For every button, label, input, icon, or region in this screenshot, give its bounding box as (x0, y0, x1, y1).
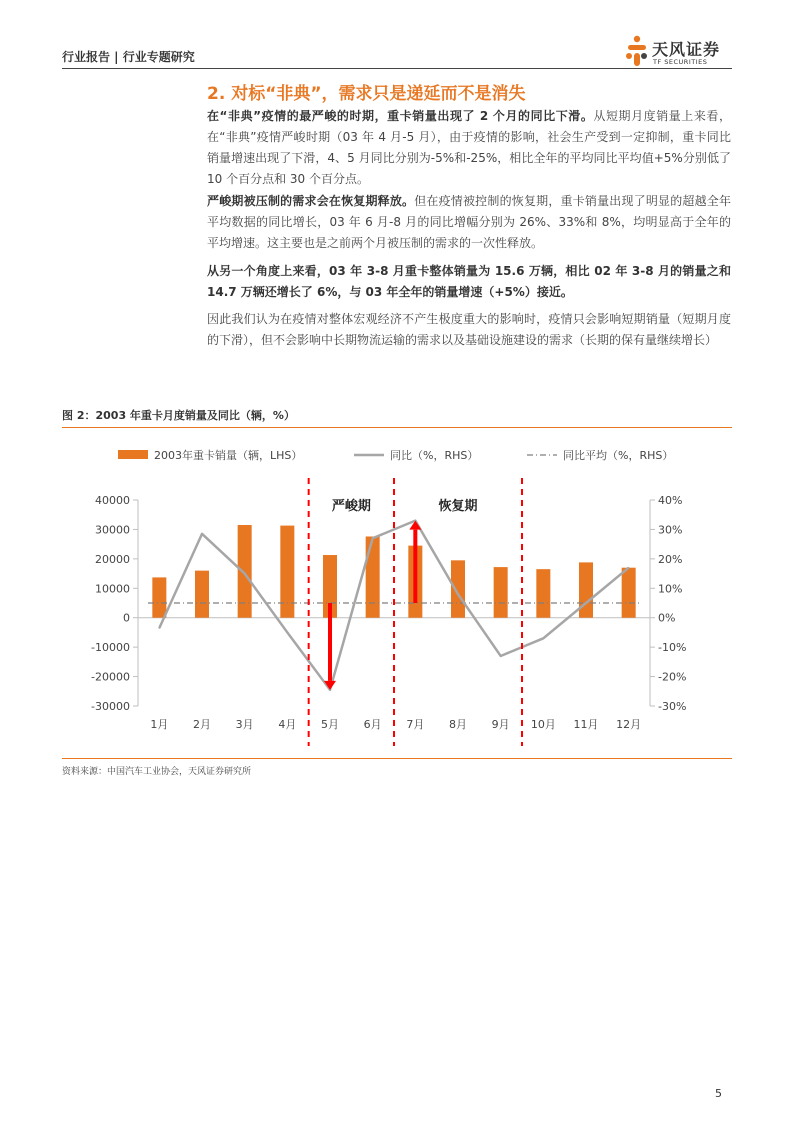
yoy-point (244, 573, 246, 575)
right-tick-label: -30% (658, 700, 687, 713)
legend-avg-label: 同比平均（%，RHS） (563, 449, 674, 462)
x-tick-label: 3月 (235, 718, 254, 731)
paragraph-2 (207, 191, 731, 254)
header-rule (62, 68, 732, 69)
logo-mark-icon (622, 34, 652, 70)
plot-area (91, 478, 686, 746)
yoy-point (543, 638, 545, 640)
sales-yoy-chart (62, 430, 732, 755)
left-tick-label: -30000 (91, 700, 130, 713)
x-tick-label: 7月 (406, 718, 425, 731)
sales-bar (366, 536, 380, 617)
left-tick-label: 30000 (95, 523, 130, 537)
sales-bar (579, 562, 593, 617)
x-tick-label: 8月 (449, 718, 467, 731)
sales-bar (195, 571, 209, 618)
sales-bar (622, 568, 636, 618)
paragraph-3 (207, 261, 731, 303)
sales-bar (152, 577, 166, 617)
x-tick-label: 5月 (321, 718, 339, 731)
yoy-point (585, 602, 587, 604)
left-tick-label: 10000 (95, 582, 130, 596)
x-tick-label: 6月 (363, 718, 382, 731)
x-tick-label: 1月 (150, 718, 169, 731)
sales-bar (536, 569, 550, 618)
page-number: 5 (715, 1087, 722, 1100)
yoy-point (201, 533, 203, 535)
sales-bar (451, 560, 465, 617)
logo-name: 天风证券 (652, 40, 721, 59)
left-tick-label: 40000 (95, 494, 130, 507)
left-tick-label: -20000 (91, 670, 130, 684)
paragraph-2-body: 但在疫情被控制的恢复期，重卡销量出现了明显的超越全年平均数据的同比增长，03 年 6 月-8 月的同比增幅分别为 26%、33%和 8%，均明显高于全年的平均增速。这主要也是之前两个月被压制的需求的一次性释放。 (207, 194, 731, 250)
yoy-point (500, 655, 502, 657)
right-tick-label: 20% (658, 552, 683, 566)
right-tick-label: -20% (658, 670, 687, 684)
yoy-point (372, 537, 374, 539)
left-tick-label: 0 (123, 611, 130, 625)
yoy-point (287, 632, 289, 634)
x-tick-label: 4月 (278, 718, 297, 731)
left-tick-label: 20000 (95, 552, 130, 566)
right-tick-label: -10% (658, 641, 687, 655)
figure-top-rule (62, 427, 732, 428)
figure-caption: 图 2：2003 年重卡月度销量及同比（辆，%） (62, 409, 295, 422)
legend-bar-swatch (118, 450, 148, 459)
report-header: 行业报告 | 行业专题研究 (62, 50, 195, 64)
yoy-point (457, 593, 459, 595)
x-tick-label: 10月 (530, 718, 556, 731)
yoy-point (628, 567, 630, 569)
x-tick-label: 12月 (616, 718, 642, 731)
yoy-point (159, 627, 161, 629)
paragraph-1 (207, 106, 731, 190)
period-label: 恢复期 (438, 499, 478, 514)
section-title: 2. 对标“非典”，需求只是递延而不是消失 (207, 84, 526, 104)
chart-legend (118, 448, 673, 462)
right-tick-label: 30% (658, 523, 683, 537)
x-tick-label: 2月 (193, 718, 211, 731)
paragraph-1-body: 从短期月度销量上来看，在“非典”疫情严峻时期（03 年 4 月-5 月），由于疫情的影响，社会生产受到一定抑制，重卡同比销量增速出现了下滑，4、5 月同比分别为-5%和-25%，相比全年的平均同比平均值+5%分别低了 10 个百分点和 30 个百分点。 (207, 109, 731, 186)
paragraph-3-lead: 从另一个角度上来看，03 年 3-8 月重卡整体销量为 15.6 万辆，相比 02 年 3-8 月的销量之和 14.7 万辆还增长了 6%，与 03 年全年的销量增速（+5%）接近。 (207, 264, 731, 299)
left-tick-label: -10000 (91, 641, 130, 655)
logo-subtitle: TF SECURITIES (653, 58, 708, 66)
figure-bottom-rule (62, 758, 732, 759)
period-label: 严峻期 (331, 499, 371, 514)
x-tick-label: 9月 (491, 718, 510, 731)
right-tick-label: 40% (658, 494, 683, 507)
paragraph-4-body: 因此我们认为在疫情对整体宏观经济不产生极度重大的影响时，疫情只会影响短期销量（短期月度的下滑），但不会影响中长期物流运输的需求以及基础设施建设的需求（长期的保有量继续增长） (207, 312, 731, 347)
x-tick-label: 11月 (573, 718, 599, 731)
paragraph-2-lead: 严峻期被压制的需求会在恢复期释放。 (207, 194, 415, 208)
sales-bar (238, 525, 252, 618)
sales-bar (280, 526, 294, 618)
figure-source: 资料来源：中国汽车工业协会，天风证券研究所 (62, 767, 252, 777)
legend-line-label: 同比（%，RHS） (390, 449, 479, 462)
sales-bar (494, 567, 508, 618)
paragraph-1-lead: 在“非典”疫情的最严峻的时期，重卡销量出现了 2 个月的同比下滑。 (207, 109, 594, 123)
legend-bar-label: 2003年重卡销量（辆，LHS） (154, 449, 303, 462)
right-tick-label: 0% (658, 611, 676, 625)
right-tick-label: 10% (658, 582, 683, 596)
paragraph-4 (207, 309, 731, 351)
